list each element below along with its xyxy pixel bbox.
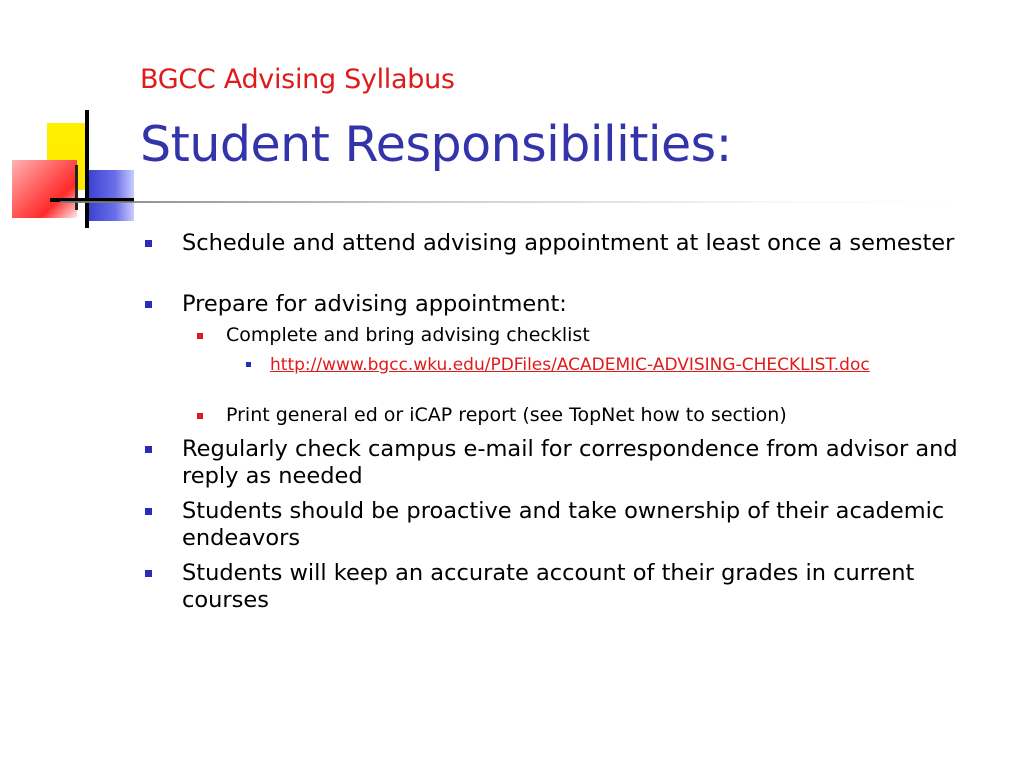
list-item-text: Regularly check campus e-mail for correspondence from advisor and reply as needed bbox=[182, 436, 958, 489]
square-bullet-icon bbox=[145, 570, 152, 577]
list-item bbox=[182, 560, 1002, 614]
checklist-link[interactable]: http://www.bgcc.wku.edu/PDFiles/ACADEMIC-ADVISING-CHECKLIST.doc bbox=[270, 355, 870, 375]
list-item bbox=[182, 436, 1002, 490]
list-item-text: Students should be proactive and take ownership of their academic endeavors bbox=[182, 498, 945, 551]
slide-title: Student Responsibilities: bbox=[140, 116, 732, 173]
list-item bbox=[182, 230, 1002, 257]
slide-subtitle: BGCC Advising Syllabus bbox=[140, 64, 455, 95]
list-item bbox=[226, 404, 986, 427]
square-bullet-icon bbox=[197, 333, 203, 339]
square-bullet-icon bbox=[145, 446, 152, 453]
list-item-text: Print general ed or iCAP report (see TopNet how to section) bbox=[226, 404, 787, 426]
list-item bbox=[182, 291, 1002, 318]
list-item bbox=[182, 498, 1002, 552]
square-bullet-icon bbox=[197, 413, 203, 419]
square-bullet-icon bbox=[145, 301, 152, 308]
list-item bbox=[226, 324, 986, 347]
square-bullet-icon bbox=[145, 240, 152, 247]
list-item-text: Students will keep an accurate account of their grades in current courses bbox=[182, 560, 915, 613]
list-item bbox=[270, 355, 890, 375]
list-item-text: Schedule and attend advising appointment at least once a semester bbox=[182, 230, 955, 256]
list-item-text: Prepare for advising appointment: bbox=[182, 291, 567, 317]
square-bullet-icon bbox=[246, 362, 251, 367]
square-bullet-icon bbox=[145, 508, 152, 515]
list-item-text: Complete and bring advising checklist bbox=[226, 324, 590, 346]
